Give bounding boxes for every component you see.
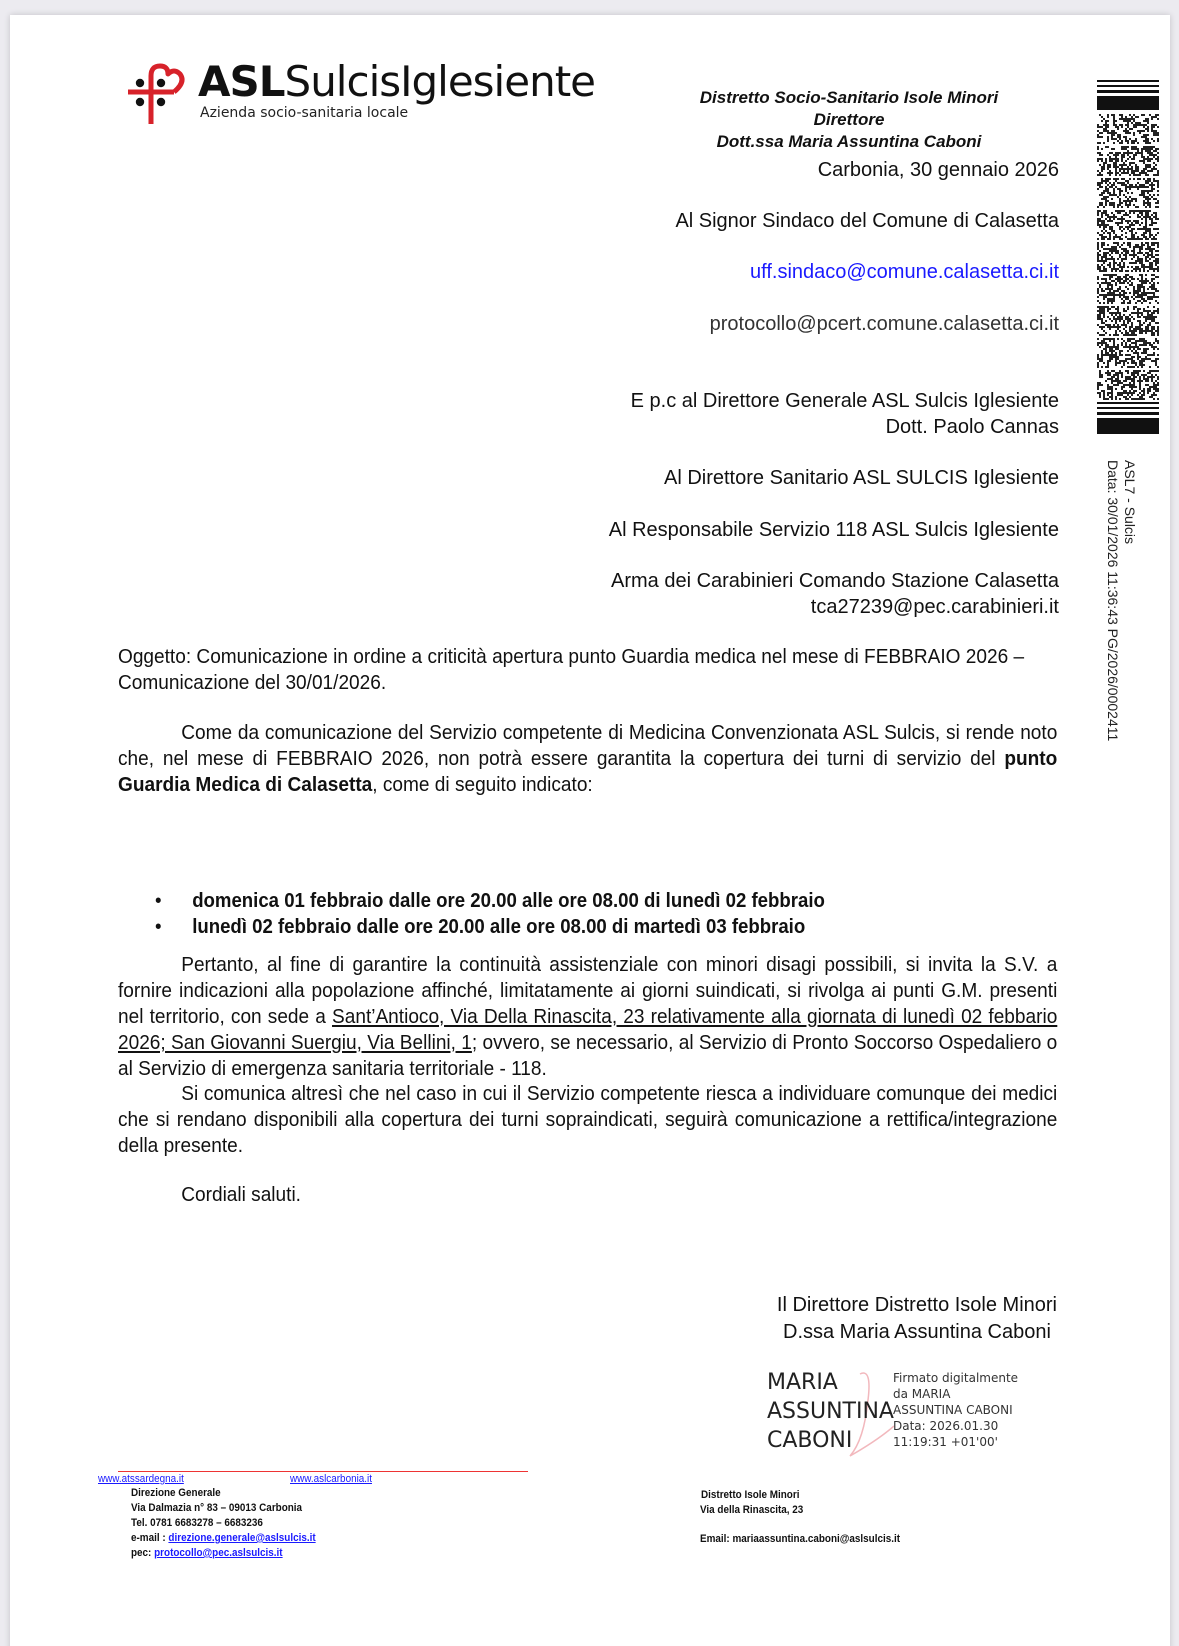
footer-dg-tel: Tel. 0781 6683278 – 6683236 (131, 1517, 263, 1529)
protocol-stamp-line1: ASL7 - Sulcis (1122, 460, 1138, 545)
closing: Cordiali saluti. (181, 1183, 301, 1206)
recipient-ds: Al Direttore Sanitario ASL SULCIS Iglesiente (663, 467, 1059, 489)
footer-district-email: Email: mariaassuntina.caboni@aslsulcis.it (700, 1533, 901, 1545)
recipient-dg-line1: E p.c al Direttore Generale ASL Sulcis Iglesiente (630, 390, 1059, 412)
protocol-stamp-text (1104, 460, 1138, 741)
footer-dg-pec: pec: protocollo@pec.aslsulcis.it (131, 1547, 283, 1559)
recipient-carabinieri-line1: Arma dei Carabinieri Comando Stazione Calasetta (610, 570, 1059, 592)
brand-name: ASLSulcisIglesiente (198, 57, 595, 106)
place-date: Carbonia, 30 gennaio 2026 (817, 159, 1059, 181)
footer-district-address: Via della Rinascita, 23 (700, 1504, 804, 1516)
footer-dg-pec-link[interactable]: protocollo@pec.aslsulcis.it (154, 1547, 283, 1559)
shift-item: • domenica 01 febbraio dalle ore 20.00 alle ore 08.00 di lunedì 02 febbraio (155, 888, 825, 914)
shift-item: • lunedì 02 febbraio dalle ore 20.00 alle ore 08.00 di martedì 03 febbraio (155, 914, 825, 940)
recipient-118: Al Responsabile Servizio 118 ASL Sulcis Iglesiente (608, 519, 1059, 541)
paragraph-3: Si comunica altresì che nel caso in cui il Servizio competente riesca a individuare comunque dei medici che si rendano disponibili alla copertura dei turni sopraindicati, seguirà comunicazione a rettifica/integrazione della presente. (118, 1082, 1058, 1157)
protocol-stamp-line2: Data: 30/01/2026 11:36:43 PG/2026/0002411 (1105, 460, 1121, 742)
signature-title (777, 1292, 1057, 1346)
paragraph-1: Come da comunicazione del Servizio competente di Medicina Convenzionata ASL Sulcis, si rende noto che, nel mese di FEBBRAIO 2026, non potrà essere garantita la copertura dei turni di servizio del punto Guardia Medica di Calasetta, come di seguito indicato: (118, 721, 1058, 796)
footer-link-aslcarbonia[interactable]: www.aslcarbonia.it (290, 1473, 372, 1485)
recipient-sindaco: Al Signor Sindaco del Comune di Calasetta (675, 210, 1059, 232)
alternative-locations: Sant’Antioco, Via Della Rinascita, 23 relativamente alla giornata di lunedì 02 febbario 2026; San Giovanni Suergiu, Via Bellini, 1 (118, 1005, 1058, 1054)
paragraph-2: Pertanto, al fine di garantire la continuità assistenziale con minori disagi possibili, si invita la S.V. a fornire indicazioni alla popolazione affinché, limitatamente ai giorni suindicati, si rivolga ai punti G.M. presenti nel territorio, con sede a Sant’Antioco, Via Della Rinascita, 23 relativamente alla giornata di lunedì 02 febbario 2026; San Giovanni Suergiu, Via Bellini, 1; ovvero, se necessario, al Servizio di Pronto Soccorso Ospedaliero o al Servizio di emergenza sanitaria territoriale - 118. (118, 953, 1058, 1080)
recipient-sindaco-pec: protocollo@pcert.comune.calasetta.ci.it (709, 313, 1059, 335)
digital-signature-details: Firmato digitalmente da MARIA ASSUNTINA CABONI Data: 2026.01.30 11:19:31 +01'00' (893, 1371, 1019, 1449)
sender-district: Distretto Socio-Sanitario Isole Minori (699, 88, 999, 107)
uncovered-shifts-list (155, 888, 825, 940)
asl-heart-cross-icon (128, 62, 186, 124)
recipient-dg (631, 388, 1059, 440)
protocol-barcode (1097, 80, 1159, 450)
signature-person: D.ssa Maria Assuntina Caboni (783, 1321, 1051, 1343)
recipient-sindaco-email[interactable]: uff.sindaco@comune.calasetta.ci.it (750, 261, 1059, 283)
recipient-carabinieri (611, 568, 1059, 620)
brand-tagline: Azienda socio-sanitaria locale (200, 105, 409, 121)
recipient-dg-line2: Dott. Paolo Cannas (885, 416, 1059, 438)
signature-role: Il Direttore Distretto Isole Minori (776, 1294, 1057, 1316)
recipient-carabinieri-email: tca27239@pec.carabinieri.it (810, 596, 1059, 618)
footer-dg-email: e-mail : direzione.generale@aslsulcis.it (131, 1532, 316, 1544)
sender-block (639, 87, 1059, 153)
digital-signature-name: MARIA ASSUNTINA CABONI (767, 1370, 894, 1453)
sender-name: Dott.ssa Maria Assuntina Caboni (716, 132, 982, 151)
guardia-medica-location: punto Guardia Medica di Calasetta (118, 747, 1058, 796)
subject: Oggetto: Comunicazione in ordine a criticità apertura punto Guardia medica nel mese di FEBBRAIO 2026 – Comunicazione del 30/01/2026. (118, 645, 1025, 694)
sender-role: Direttore (813, 110, 885, 129)
footer-district-title: Distretto Isole Minori (701, 1489, 800, 1501)
footer-dg-address: Via Dalmazia n° 83 – 09013 Carbonia (131, 1502, 303, 1514)
footer-link-atssardegna[interactable]: www.atssardegna.it (98, 1473, 184, 1485)
footer-dg-email-link[interactable]: direzione.generale@aslsulcis.it (168, 1532, 316, 1544)
footer-dg-title: Direzione Generale (131, 1487, 221, 1499)
